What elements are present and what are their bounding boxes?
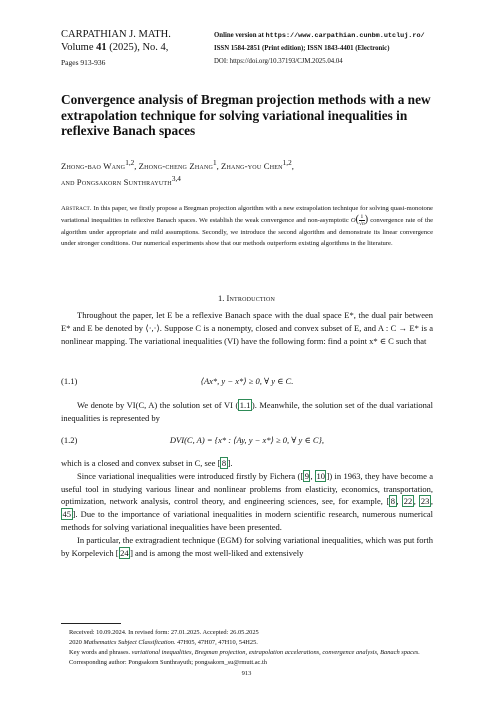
equation-ref-link[interactable]: 1.1: [239, 400, 251, 410]
corresponding-author: Corresponding author: Pongsakorn Sunthrayuth; pongsakorn_su@rmutt.ac.th: [69, 659, 267, 666]
equation-1-2: [61, 434, 433, 447]
paragraph: We denote by VI(C, A) the solution set of VI ( 1.1 ). Meanwhile, the solution set of the dual variational inequalities is represented by: [61, 400, 433, 423]
abstract: Abstract. In this paper, we firstly propose a Bregman projection algorithm with a new extrapolation technique for solving quasi-monotone variational inequalities in reflexive Banach spaces. We establish the weak convergence and non-asymptotic O( $\frac{1}{√n}$ ) convergence rate of the algorithm under appropriate and mild assumptions. Secondly, we introduce the second algorithm and demonstrate its linear convergence under stronger conditions. Our numerical experiments show that our methods outperform existing algorithms in the literature.: [61, 205, 433, 248]
citation-link[interactable]: 22: [403, 496, 413, 507]
abstract-label: Abstract.: [61, 205, 92, 212]
msc-classification: 2020 Mathematics Subject Classification. 47H05, 47H07, 47H10, 54H25.: [69, 639, 258, 646]
citation-link[interactable]: 9: [304, 470, 309, 481]
equation-number: (1.2): [61, 435, 78, 445]
section-heading: 1. Introduction: [217, 293, 276, 303]
journal-pages: Pages 913-936: [61, 58, 106, 67]
journal-header-left: [61, 28, 211, 68]
author-list: Zhong-bao Wang$^{1,2}$, Zhong-cheng Zhang$^1$, Zhang-you Chen$^{1,2}$, and Pongsakorn Sunthrayuth$^{3,4}$: [61, 159, 294, 187]
equation-formula: ⟨Ax*, y − x*⟩ ≥ 0, ∀ y ∈ C.: [200, 376, 294, 386]
journal-volume: Volume 41 (2025), No. 4,: [61, 42, 169, 53]
citation-link[interactable]: 45: [62, 509, 71, 520]
author-name: Zhang-you Chen: [221, 160, 283, 171]
equation-formula: DVI(C, A) = {x* : ⟨Ay, y − x*⟩ ≥ 0, ∀ y ∈ C},: [169, 435, 325, 445]
journal-header-right: [214, 29, 454, 68]
issn: ISSN 1584-2851 (Print edition); ISSN 1843-4401 (Electronic): [214, 45, 390, 52]
author-name: Zhong-bao Wang: [61, 160, 126, 171]
online-version: Online version at https://www.carpathian.cunbm.utcluj.ro/: [214, 32, 425, 40]
paragraph: which is a closed and convex subset in C, see [ 8 ]. Since variational inequalities were introduced firstly by Fichera ([ 9 , 10 ]) in 1963, they have become a useful tool in studying various linear and nonlinear problems from elasticity, economics, transportation, optimization, network analysis, control theory, and engineering sciences, see, for example, [ 8 , 22 , 23 , 45 ]. Due to the importance of variational inequalities in modern scientific research, numerous numerical methods for solving variational inequalities have been presented. In particular, the extragradient technique (EGM) for solving variational inequalities, which was put forth by Korpelevich [ 24 ] and is among the most well-liked and extensively: [61, 458, 434, 558]
paper-title: Convergence analysis of Bregman projection methods with a new extrapolation technique for solving variational inequalities in reflexive Banach spaces: [61, 92, 431, 138]
citation-link[interactable]: 10: [316, 470, 325, 481]
citation-link[interactable]: 8: [390, 496, 396, 507]
page-number: 913: [241, 670, 252, 677]
citation-link[interactable]: 8: [221, 458, 227, 468]
footnotes: [61, 628, 433, 668]
journal-name: CARPATHIAN J. MATH.: [61, 29, 171, 40]
author-name: Pongsakorn Sunthrayuth: [76, 176, 172, 187]
footnote-rule: [61, 623, 121, 624]
doi-link[interactable]: DOI: https://doi.org/10.37193/CJM.2025.04.04: [214, 58, 343, 65]
author-name: Zhong-cheng Zhang: [138, 160, 214, 171]
citation-link[interactable]: 23: [420, 496, 430, 507]
equation-number: (1.1): [61, 376, 78, 386]
received-dates: Received: 10.09.2024. In revised form: 27.01.2025. Accepted: 26.05.2025: [69, 629, 259, 636]
paragraph: Throughout the paper, let E be a reflexive Banach space with the dual space E*, the dual pair between E* and E be denoted by ⟨·,·⟩. Suppose C is a nonempty, closed and convex subset of E, and A : C → E* is a nonlinear mapping. The variational inequalities (VI) have the following form: find a point x* ∈ C such that: [61, 310, 433, 346]
online-url-link[interactable]: https://www.carpathian.cunbm.utcluj.ro/: [265, 32, 425, 40]
equation-1-1: [61, 375, 433, 388]
keywords: Key words and phrases. variational inequalities, Bregman projection, extrapolation accelerations, convergence analysis, Banach spaces.: [69, 649, 420, 656]
citation-link[interactable]: 24: [120, 547, 129, 558]
